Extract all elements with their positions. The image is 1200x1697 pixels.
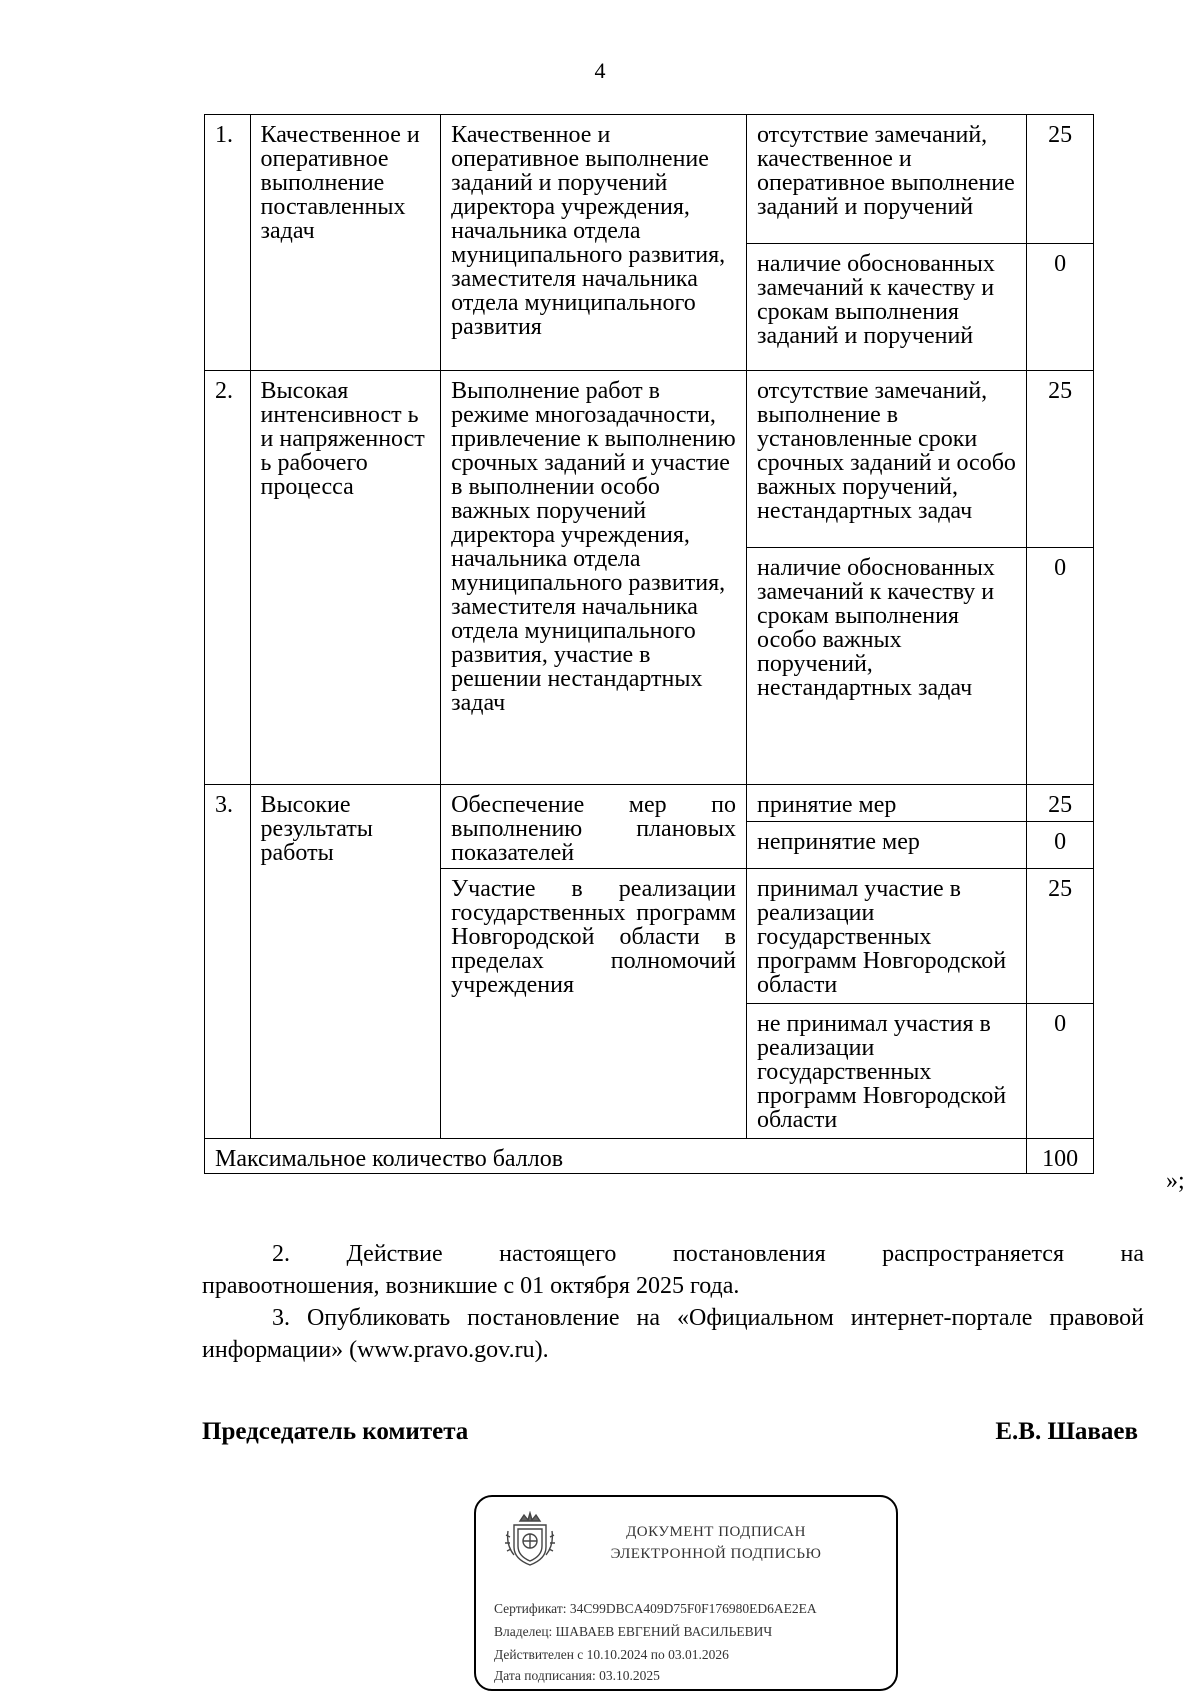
paragraph-text: 3. Опубликовать постановление на «Официальном интернет-портале правовой информации» (www.pravo.gov.ru). xyxy=(202,1305,1144,1363)
table-row xyxy=(205,785,1094,822)
condition-score: 0 xyxy=(1027,1004,1094,1139)
table-row xyxy=(205,371,1094,548)
stamp-certificate: Сертификат: 34C99DBCA409D75F0F176980ED6AE2EA xyxy=(494,1601,817,1616)
criteria-table xyxy=(204,114,1094,1174)
total-score: 100 xyxy=(1027,1139,1094,1174)
row-number: 1. xyxy=(205,115,251,371)
signer-title: Председатель комитета xyxy=(202,1418,469,1445)
stamp-validity: Действителен с 10.10.2024 по 03.01.2026 xyxy=(494,1647,729,1662)
criterion-name: Высокие результаты работы xyxy=(250,785,441,1139)
stamp-owner: Владелец: ШАВАЕВ ЕВГЕНИЙ ВАСИЛЬЕВИЧ xyxy=(494,1624,773,1639)
indicator-description: Выполнение работ в режиме многозадачности, привлечение к выполнению срочных заданий и участие в выполнении особо важных поручений директора учреждения, начальника отдела муниципального развития, заместителя начальника отдела муниципального развития, участие в решении нестандартных задач xyxy=(441,371,747,785)
condition-text: отсутствие замечаний, качественное и оперативное выполнение заданий и поручений xyxy=(747,115,1027,244)
indicator-description: Качественное и оперативное выполнение заданий и поручений директора учреждения, начальника отдела муниципального развития, заместителя начальника отдела муниципального развития xyxy=(441,115,747,371)
paragraph-text: правоотношения, возникшие с 01 октября 2025 года. xyxy=(202,1273,740,1299)
condition-score: 25 xyxy=(1027,869,1094,1004)
condition-score: 0 xyxy=(1027,548,1094,785)
indicator-description: Участие в реализации государственных программ Новгородской области в пределах полномочий учреждения xyxy=(441,869,747,1139)
condition-score: 0 xyxy=(1027,822,1094,869)
paragraph-text: 2. Действие настоящего постановления распространяется на xyxy=(272,1241,1144,1267)
condition-text: отсутствие замечаний, выполнение в установленные сроки срочных заданий и особо важных поручений, нестандартных задач xyxy=(747,371,1027,548)
condition-score: 25 xyxy=(1027,115,1094,244)
paragraph-publication xyxy=(202,1302,1144,1366)
condition-text: принимал участие в реализации государственных программ Новгородской области xyxy=(747,869,1027,1004)
stamp-signed-date: Дата подписания: 03.10.2025 xyxy=(494,1668,660,1683)
row-number: 2. xyxy=(205,371,251,785)
condition-score: 25 xyxy=(1027,371,1094,548)
paragraph-effective-date xyxy=(202,1238,1144,1302)
table-row xyxy=(205,115,1094,244)
indicator-description: Обеспечение мер по выполнению плановых показателей xyxy=(441,785,747,869)
criterion-name: Качественное и оперативное выполнение поставленных задач xyxy=(250,115,441,371)
condition-text: наличие обоснованных замечаний к качеству и срокам выполнения заданий и поручений xyxy=(747,244,1027,371)
stamp-heading xyxy=(586,1521,846,1565)
condition-text: не принимал участия в реализации государственных программ Новгородской области xyxy=(747,1004,1027,1139)
criterion-name: Высокая интенсивност ь и напряженност ь рабочего процесса xyxy=(250,371,441,785)
total-row xyxy=(205,1139,1094,1174)
signer-name: Е.В. Шаваев xyxy=(995,1418,1138,1445)
electronic-signature-stamp xyxy=(474,1495,898,1691)
condition-score: 25 xyxy=(1027,785,1094,822)
stamp-heading-line: ДОКУМЕНТ ПОДПИСАН xyxy=(626,1524,806,1540)
condition-text: наличие обоснованных замечаний к качеству и срокам выполнения особо важных поручений, нестандартных задач xyxy=(747,548,1027,785)
closing-quote: »; xyxy=(1166,1168,1185,1194)
condition-text: непринятие мер xyxy=(747,822,1027,869)
total-label: Максимальное количество баллов xyxy=(205,1139,1027,1174)
stamp-heading-line: ЭЛЕКТРОННОЙ ПОДПИСЬЮ xyxy=(610,1546,822,1562)
page-number: 4 xyxy=(594,58,606,83)
coat-of-arms-icon xyxy=(504,1511,556,1567)
condition-text: принятие мер xyxy=(747,785,1027,822)
condition-score: 0 xyxy=(1027,244,1094,371)
row-number: 3. xyxy=(205,785,251,1139)
